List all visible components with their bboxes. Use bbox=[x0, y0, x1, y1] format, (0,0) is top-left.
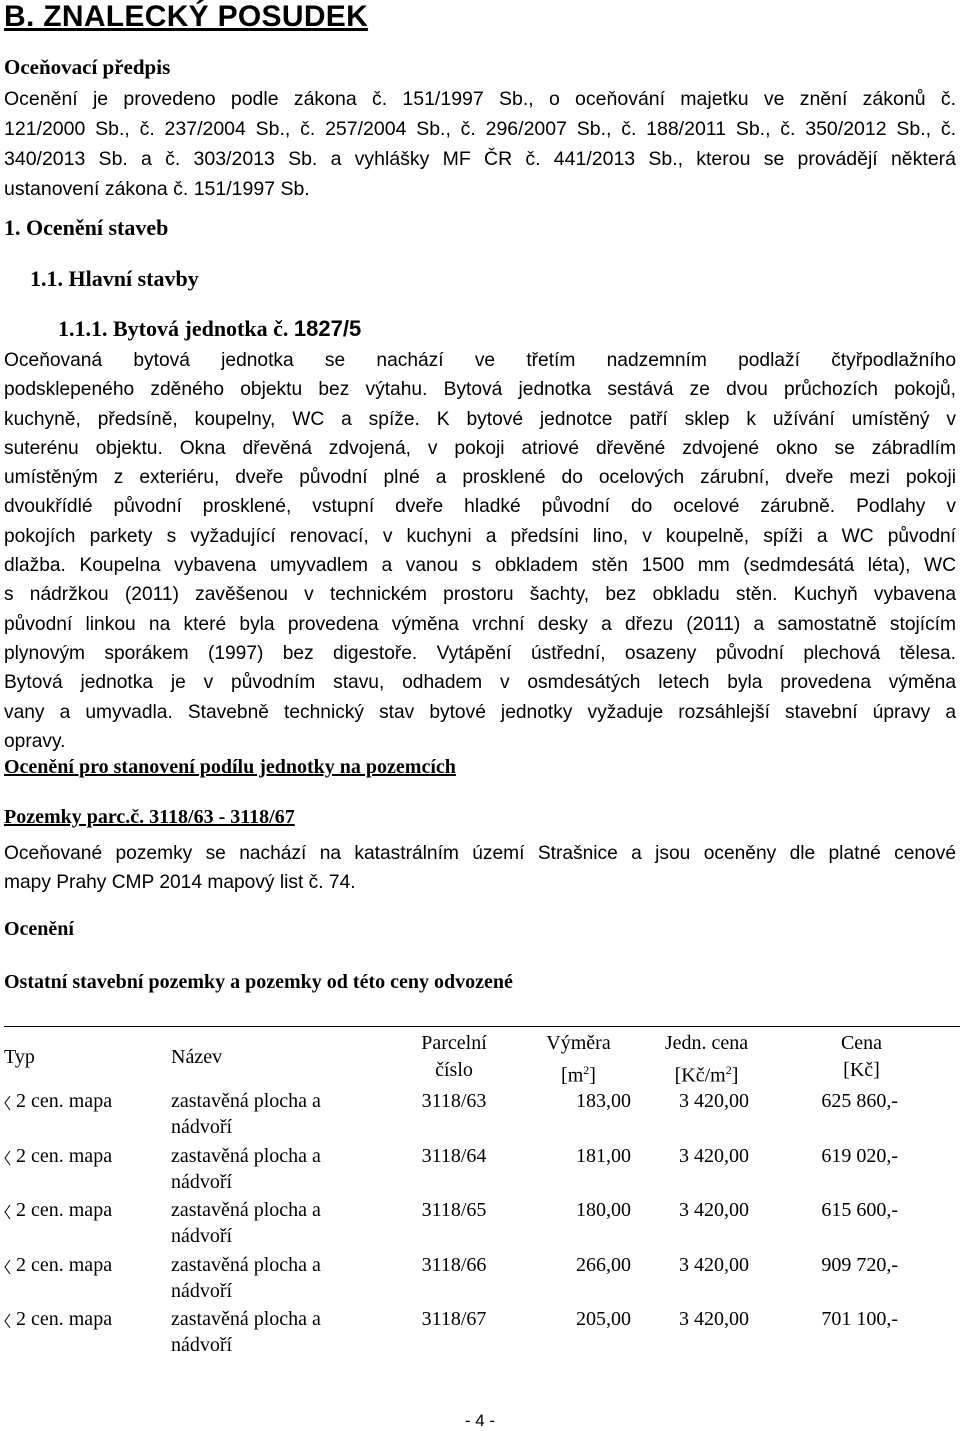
section-title-main-buildings: 1.1. Hlavní stavby bbox=[30, 266, 199, 291]
pricing-regulation-title: Oceňovací předpis bbox=[4, 55, 171, 79]
cell-typ: 2 cen. mapa bbox=[16, 1090, 113, 1112]
cell-jedn: 3 420,00 bbox=[679, 1144, 749, 1167]
cell-nazev-line2: nádvoří bbox=[171, 1170, 233, 1193]
cell-cena: 909 720,- bbox=[821, 1253, 898, 1276]
unit-title-prefix: 1.1.1. Bytová jednotka č. bbox=[58, 316, 289, 341]
cell-cena: 625 860,- bbox=[821, 1090, 898, 1112]
paragraph-line: Oceňované pozemky se nachází na katastrálním území Strašnice a jsou oceněny dle platné cenové bbox=[4, 843, 956, 864]
cell-vymera: 181,00 bbox=[576, 1144, 631, 1167]
cell-jedn: 3 420,00 bbox=[679, 1308, 749, 1330]
paragraph-line: kuchyně, předsíně, koupelny, WC a spíže. K bytové jednotce patří sklep k užívání umístěný v bbox=[4, 408, 956, 430]
header-parcel bbox=[394, 1030, 514, 1084]
paragraph-line: 121/2000 Sb., č. 237/2004 Sb., č. 257/2004 Sb., č. 296/2007 Sb., č. 188/2011 Sb., č. 350/2012 Sb., č. bbox=[4, 118, 956, 140]
parcels-title: Pozemky parc.č. 3118/63 - 3118/67 bbox=[4, 806, 295, 828]
page-number: - 4 - bbox=[464, 1411, 496, 1430]
paragraph-line: suterénu objektu. Okna dřevěná zdvojená, v pokoji atriové dřevěné zdvojené okno se zábradlím bbox=[4, 437, 956, 459]
header-vymera-line2 bbox=[526, 1057, 631, 1090]
cell-parcela: 3118/66 bbox=[421, 1253, 487, 1276]
cell-jedn: 3 420,00 bbox=[679, 1199, 749, 1221]
paragraph-line: dvoukřídlé původní prosklené, vstupní dveře hladké původní do ocelové zárubně. Podlahy v bbox=[4, 496, 956, 518]
vymera-unit: [m bbox=[561, 1064, 584, 1087]
header-parcel-line1: Parcelní bbox=[421, 1032, 487, 1054]
cell-parcela: 3118/64 bbox=[421, 1144, 487, 1167]
cell-nazev-line2: nádvoří bbox=[171, 1279, 233, 1302]
paragraph-line: ustanovení zákona č. 151/1997 Sb. bbox=[4, 178, 310, 200]
cell-nazev-line2: nádvoří bbox=[171, 1225, 233, 1247]
cell-nazev-line2: nádvoří bbox=[171, 1334, 233, 1356]
header-nazev: Název bbox=[171, 1046, 223, 1068]
valuation-label: Ocenění bbox=[4, 918, 74, 940]
header-cena-line2: [Kč] bbox=[843, 1059, 880, 1081]
vymera-sup: 2 bbox=[583, 1063, 590, 1077]
header-jedn-line2 bbox=[639, 1057, 774, 1090]
cell-typ: 2 cen. mapa bbox=[16, 1308, 113, 1330]
cell-vymera: 183,00 bbox=[576, 1090, 631, 1112]
cell-cena: 619 020,- bbox=[821, 1144, 898, 1167]
paragraph-line: 340/2013 Sb. a č. 303/2013 Sb. a vyhlášky MF ČR č. 441/2013 Sb., kterou se provádějí některá bbox=[4, 148, 956, 170]
jedn-unit-end: ] bbox=[731, 1064, 739, 1087]
cell-vymera: 266,00 bbox=[576, 1253, 631, 1276]
paragraph-line: Bytová jednotka je v původním stavu, odhadem v osmdesátých letech byla provedena výměna bbox=[4, 672, 956, 694]
cell-parcela: 3118/65 bbox=[421, 1199, 487, 1221]
unit-number: 1827/5 bbox=[293, 316, 362, 341]
section-title-buildings: 1. Ocenění staveb bbox=[4, 215, 169, 240]
cell-jedn: 3 420,00 bbox=[679, 1253, 749, 1276]
row-bracket-mark bbox=[2, 1312, 12, 1326]
header-parcel-line2: číslo bbox=[435, 1059, 473, 1081]
parcels-description bbox=[4, 839, 956, 897]
row-bracket-mark bbox=[2, 1258, 12, 1272]
paragraph-line: plynovým sporákem (1997) bez digestoře. Vytápění ústřední, osazeny původní plechová tělesa. bbox=[4, 642, 956, 664]
table-top-rule bbox=[4, 1026, 960, 1027]
cell-nazev-line1: zastavěná plocha a bbox=[171, 1090, 321, 1112]
paragraph-line: dlažba. Koupelna vybavena umyvadlem a vanou s obkladem stěn 1500 mm (sedmdesátá léta), WC bbox=[4, 555, 956, 577]
jedn-unit: [Kč/m bbox=[674, 1064, 726, 1087]
paragraph-line: vany a umyvadla. Stavebně technický stav bytové jednotky vyžaduje rozsáhlejší stavební úpravy a bbox=[4, 701, 956, 723]
page-heading: B. ZNALECKÝ POSUDEK bbox=[4, 0, 369, 33]
regulation-paragraph bbox=[4, 84, 956, 204]
paragraph-line: umístěným z exteriéru, dveře původní plné a prosklené do ocelových zárubní, dveře mezi pokoji bbox=[4, 467, 956, 489]
header-jedn-line1: Jedn. cena bbox=[664, 1032, 749, 1054]
land-share-title: Ocenění pro stanovení podílu jednotky na pozemcích bbox=[4, 756, 456, 778]
row-bracket-mark bbox=[2, 1094, 12, 1108]
paragraph-line: mapy Prahy CMP 2014 mapový list č. 74. bbox=[4, 872, 356, 893]
cell-vymera: 205,00 bbox=[576, 1308, 631, 1330]
cell-nazev-line1: zastavěná plocha a bbox=[171, 1253, 321, 1276]
paragraph-line: pokojích parkety s vyžadující renovací, v kuchyni a předsíni lino, v koupelně, spíži a WC původní bbox=[4, 525, 956, 547]
header-vymera bbox=[526, 1030, 631, 1090]
jedn-sup: 2 bbox=[725, 1063, 732, 1077]
row-bracket-mark bbox=[2, 1149, 12, 1163]
cell-nazev-line1: zastavěná plocha a bbox=[171, 1199, 321, 1221]
paragraph-line: Oceňovaná bytová jednotka se nachází ve třetím nadzemním podlaží čtyřpodlažního bbox=[4, 350, 956, 371]
cell-nazev-line2: nádvoří bbox=[171, 1116, 233, 1138]
cell-jedn: 3 420,00 bbox=[679, 1090, 749, 1112]
other-land-title: Ostatní stavební pozemky a pozemky od této ceny odvozené bbox=[4, 971, 513, 993]
cell-typ: 2 cen. mapa bbox=[16, 1199, 113, 1221]
paragraph-line: Ocenění je provedeno podle zákona č. 151/1997 Sb., o oceňování majetku ve znění zákonů č. bbox=[4, 88, 956, 110]
cell-typ: 2 cen. mapa bbox=[16, 1253, 113, 1276]
header-cena bbox=[799, 1030, 924, 1084]
cell-nazev-line1: zastavěná plocha a bbox=[171, 1144, 321, 1167]
cell-cena: 701 100,- bbox=[821, 1308, 898, 1330]
section-title-unit bbox=[58, 316, 361, 342]
header-vymera-line1: Výměra bbox=[546, 1032, 611, 1054]
header-jedn bbox=[639, 1030, 774, 1090]
header-cena-line1: Cena bbox=[840, 1032, 883, 1054]
paragraph-line: podsklepeného zděného objektu bez výtahu. Bytová jednotka sestává ze dvou průchozích pokojů, bbox=[4, 379, 956, 401]
cell-parcela: 3118/63 bbox=[421, 1090, 487, 1112]
paragraph-line: původní linkou na které byla provedena výměna vrchní desky a dřezu (2011) a samostatně stojícím bbox=[4, 613, 956, 635]
cell-vymera: 180,00 bbox=[576, 1199, 631, 1221]
paragraph-line: opravy. bbox=[4, 730, 66, 752]
cell-typ: 2 cen. mapa bbox=[16, 1144, 113, 1167]
unit-description bbox=[4, 346, 956, 756]
header-typ: Typ bbox=[4, 1046, 35, 1068]
cell-parcela: 3118/67 bbox=[421, 1308, 487, 1330]
cell-cena: 615 600,- bbox=[821, 1199, 898, 1221]
vymera-unit-end: ] bbox=[589, 1064, 596, 1087]
paragraph-line: s nádržkou (2011) zavěšenou v technickém prostoru šachty, bez obkladu stěn. Kuchyň vybavena bbox=[4, 584, 956, 606]
cell-nazev-line1: zastavěná plocha a bbox=[171, 1308, 321, 1330]
row-bracket-mark bbox=[2, 1203, 12, 1217]
